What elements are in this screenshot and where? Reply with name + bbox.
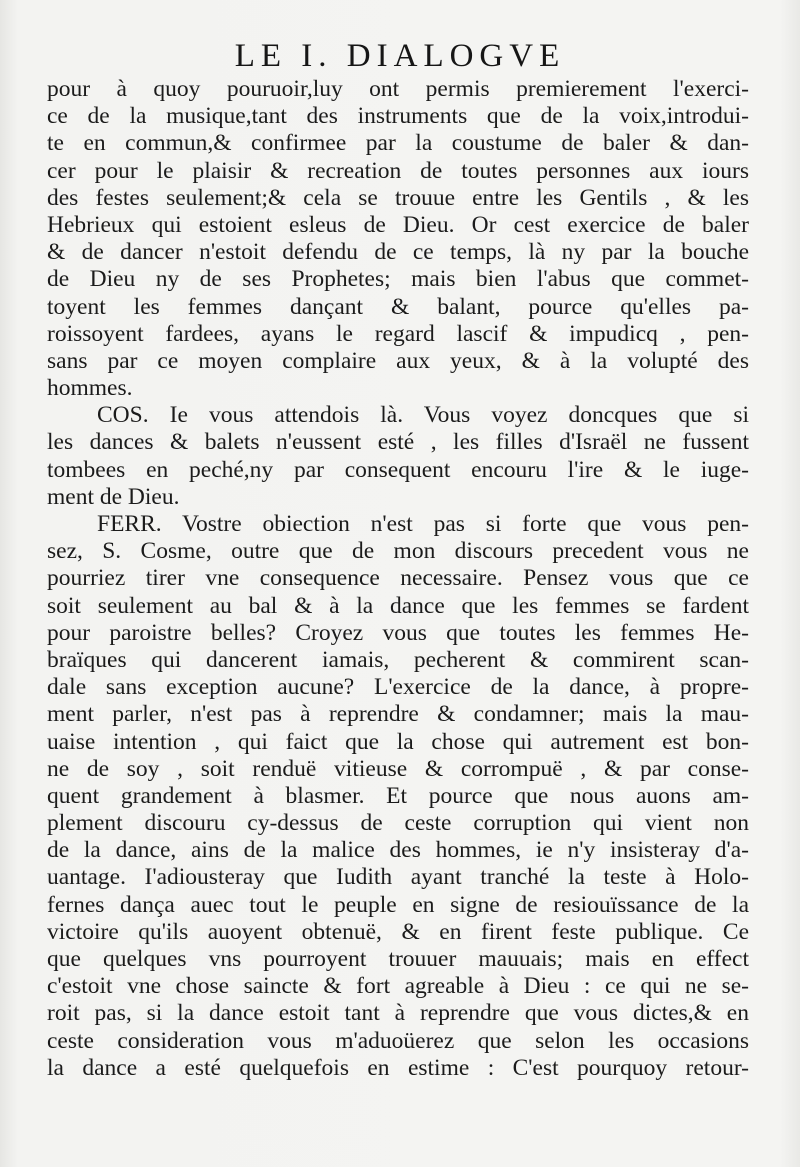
text-line: la dance a esté quelquefois en estime : C'est pourquoy retour- <box>47 1054 749 1081</box>
text-line: toyent les femmes dançant & balant, pource qu'elles pa- <box>47 293 749 320</box>
text-line: ne de soy , soit renduë vitieuse & corrompuë , & par conse- <box>47 755 749 782</box>
text-line: uantage. I'adiousteray que Iudith ayant tranché la teste à Holo- <box>47 864 749 891</box>
text-line: & de dancer n'estoit defendu de ce temps, là ny par la bouche <box>47 239 749 266</box>
text-line: FERR. Vostre obiection n'est pas si forte que vous pen- <box>97 511 749 537</box>
text-line: roit pas, si la dance estoit tant à reprendre que vous dictes,& en <box>47 1000 749 1027</box>
text-line: Hebrieux qui estoient esleus de Dieu. Or cest exercice de baler <box>47 211 749 238</box>
text-line: ceste consideration vous m'aduoüerez que selon les occasions <box>47 1027 749 1054</box>
text-line: plement discouru cy-dessus de ceste corruption qui vient non <box>47 810 749 837</box>
text-line: uaise intention , qui faict que la chose qui autrement est bon- <box>47 728 749 755</box>
text-line: pour à quoy pouruoir,luy ont permis premierement l'exerci- <box>47 76 749 102</box>
text-line: pour paroistre belles? Croyez vous que toutes les femmes He- <box>47 619 749 646</box>
text-line: quent grandement à blasmer. Et pource que nous auons am- <box>47 782 749 809</box>
body-text <box>47 76 749 1082</box>
text-line: tombees en peché,ny par consequent encouru l'ire & le iuge- <box>47 456 749 483</box>
text-line: dale sans exception aucune? L'exercice de la dance, à propre- <box>47 674 749 701</box>
text-line: ment de Dieu. <box>47 483 180 510</box>
text-line: ce de la musique,tant des instruments que de la voix,introdui- <box>47 103 749 130</box>
text-line: soit seulement au bal & à la dance que les femmes se fardent <box>47 592 749 619</box>
text-line: de Dieu ny de ses Prophetes; mais bien l'abus que commet- <box>47 266 749 293</box>
text-line: des festes seulement;& cela se trouue entre les Gentils , & les <box>47 184 749 211</box>
running-header: LE I. DIALOGVE <box>234 38 566 74</box>
text-line: fernes dança auec tout le peuple en signe de resiouïssance de la <box>47 891 749 918</box>
text-line: COS. Ie vous attendois là. Vous voyez doncques que si <box>97 402 749 429</box>
text-line: pourriez tirer vne consequence necessaire. Pensez vous que ce <box>47 565 749 592</box>
text-line: victoire qu'ils auoyent obtenuë, & en firent feste publique. Ce <box>47 918 749 945</box>
text-line: te en commun,& confirmee par la coustume de baler & dan- <box>47 130 749 157</box>
text-line: braïques qui dancerent iamais, pecherent & commirent scan- <box>47 646 749 673</box>
text-line: cer pour le plaisir & recreation de toutes personnes aux iours <box>47 157 749 184</box>
text-line: que quelques vns pourroyent trouuer mauuais; mais en effect <box>47 946 749 972</box>
text-line: hommes. <box>47 375 133 402</box>
text-line: roissoyent fardees, ayans le regard lascif & impudicq , pen- <box>47 320 749 347</box>
text-line: c'estoit vne chose saincte & fort agreable à Dieu : ce qui ne se- <box>47 973 749 1000</box>
text-line: sans par ce moyen complaire aux yeux, & à la volupté des <box>47 347 749 374</box>
text-line: les dances & balets n'eussent esté , les filles d'Israël ne fussent <box>47 429 749 456</box>
text-line: sez, S. Cosme, outre que de mon discours precedent vous ne <box>47 538 749 565</box>
text-line: de la dance, ains de la malice des hommes, ie n'y insisteray d'a- <box>47 837 749 864</box>
text-line: ment parler, n'est pas à reprendre & condamner; mais la mau- <box>47 701 749 728</box>
